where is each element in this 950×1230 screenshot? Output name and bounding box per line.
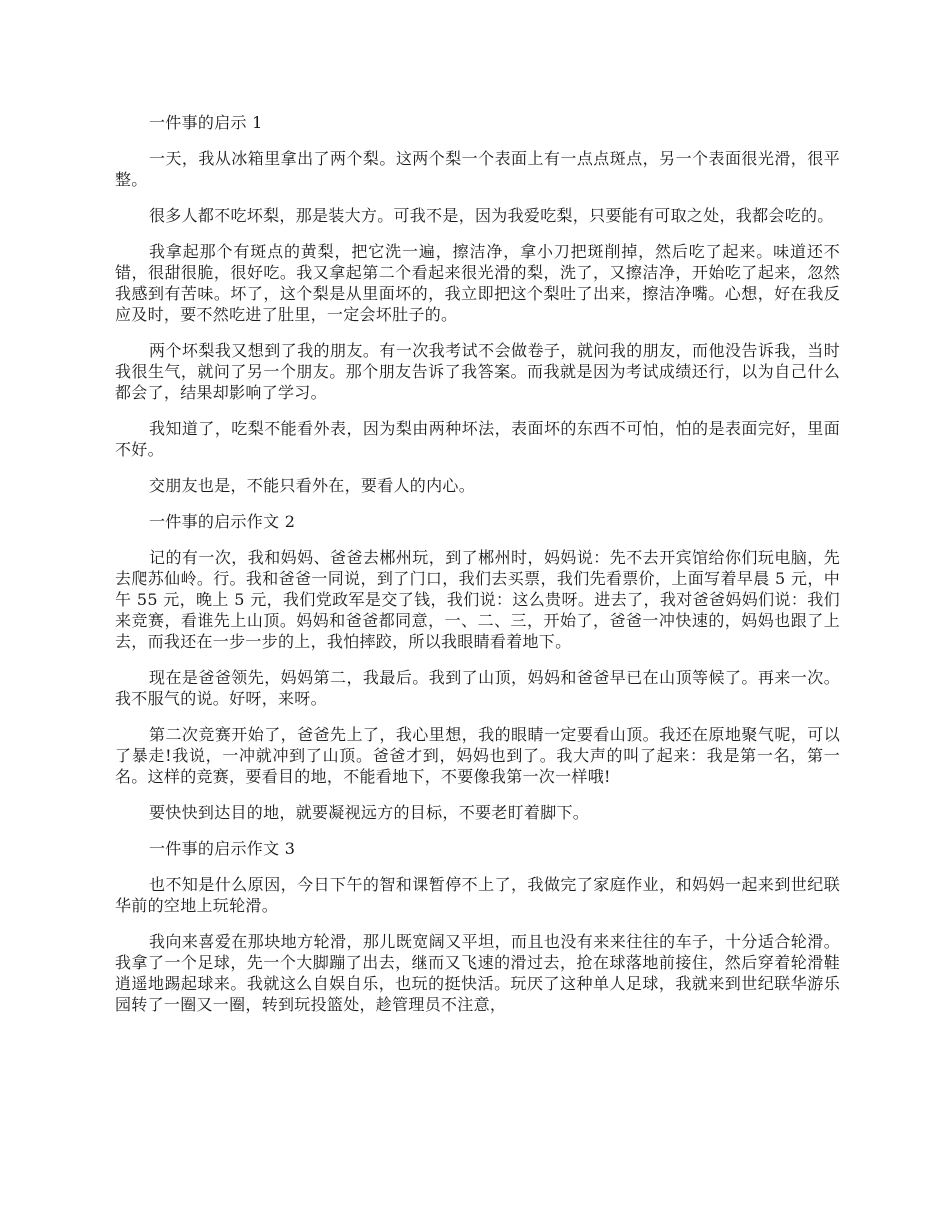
paragraph: 第二次竞赛开始了，爸爸先上了，我心里想，我的眼睛一定要看山顶。我还在原地聚气呢，可以了暴走!我说，一冲就冲到了山顶。爸爸才到，妈妈也到了。我大声的叫了起来：我是第一名，第一名。这样的竞赛，要看目的地，不能看地下，不要像我第一次一样哦!	[115, 725, 840, 786]
paragraph: 交朋友也是，不能只看外在，要看人的内心。	[149, 476, 476, 495]
section-heading-3: 一件事的启示作文 3	[149, 839, 296, 858]
document-page	[115, 112, 840, 1030]
paragraph: 也不知是什么原因，今日下午的智和课暂停不上了，我做完了家庭作业，和妈妈一起来到世纪联华前的空地上玩轮滑。	[115, 875, 840, 915]
paragraph: 两个坏梨我又想到了我的朋友。有一次我考试不会做卷子，就问我的朋友，而他没告诉我，当时我很生气，就问了另一个朋友。那个朋友告诉了我答案。而我就是因为考试成绩还行，以为自己什么都会了，结果却影响了学习。	[115, 341, 840, 402]
paragraph: 我向来喜爱在那块地方轮滑，那儿既宽阔又平坦，而且也没有来来往往的车子，十分适合轮滑。我拿了一个足球，先一个大脚蹦了出去，继而又飞速的滑过去，抢在球落地前接住，然后穿着轮滑鞋逍遥地踢起球来。我就这么自娱自乐，也玩的挺快活。玩厌了这种单人足球，我就来到世纪联华游乐园转了一圈又一圈，转到玩投篮处，趁管理员不注意，	[115, 932, 840, 1014]
paragraph: 一天，我从冰箱里拿出了两个梨。这两个梨一个表面上有一点点斑点，另一个表面很光滑，很平整。	[115, 149, 840, 189]
section-heading-1: 一件事的启示 1	[149, 113, 263, 132]
paragraph: 记的有一次，我和妈妈、爸爸去郴州玩，到了郴州时，妈妈说：先不去开宾馆给你们玩电脑，先去爬苏仙岭。行。我和爸爸一同说，到了门口，我们去买票，我们先看票价，上面写着早晨 5 元，中午 55 元，晚上 5 元，我们党政军是交了钱，我们说：这么贵呀。进去了，我对爸爸妈妈们说：我们来竞赛，看谁先上山顶。妈妈和爸爸都同意，一、二、三，开始了，爸爸一冲快速的，妈妈也跟了上去，而我还在一步一步的上，我怕摔跤，所以我眼睛看着地下。	[115, 548, 840, 651]
paragraph: 我知道了，吃梨不能看外表，因为梨由两种坏法，表面坏的东西不可怕，怕的是表面完好，里面不好。	[115, 419, 840, 459]
paragraph: 我拿起那个有斑点的黄梨，把它洗一遍，擦洁净，拿小刀把斑削掉，然后吃了起来。味道还不错，很甜很脆，很好吃。我又拿起第二个看起来很光滑的梨，洗了，又擦洁净，开始吃了起来，忽然我感到有苦味。坏了，这个梨是从里面坏的，我立即把这个梨吐了出来，擦洁净嘴。心想，好在我反应及时，要不然吃进了肚里，一定会坏肚子的。	[115, 242, 840, 324]
section-heading-2: 一件事的启示作文 2	[149, 512, 296, 531]
paragraph: 很多人都不吃坏梨，那是装大方。可我不是，因为我爱吃梨，只要能有可取之处，我都会吃的。	[149, 206, 834, 225]
paragraph: 现在是爸爸领先，妈妈第二，我最后。我到了山顶，妈妈和爸爸早已在山顶等候了。再来一次。我不服气的说。好呀，来呀。	[115, 668, 840, 708]
paragraph: 要快快到达目的地，就要凝视远方的目标，不要老盯着脚下。	[149, 803, 590, 822]
